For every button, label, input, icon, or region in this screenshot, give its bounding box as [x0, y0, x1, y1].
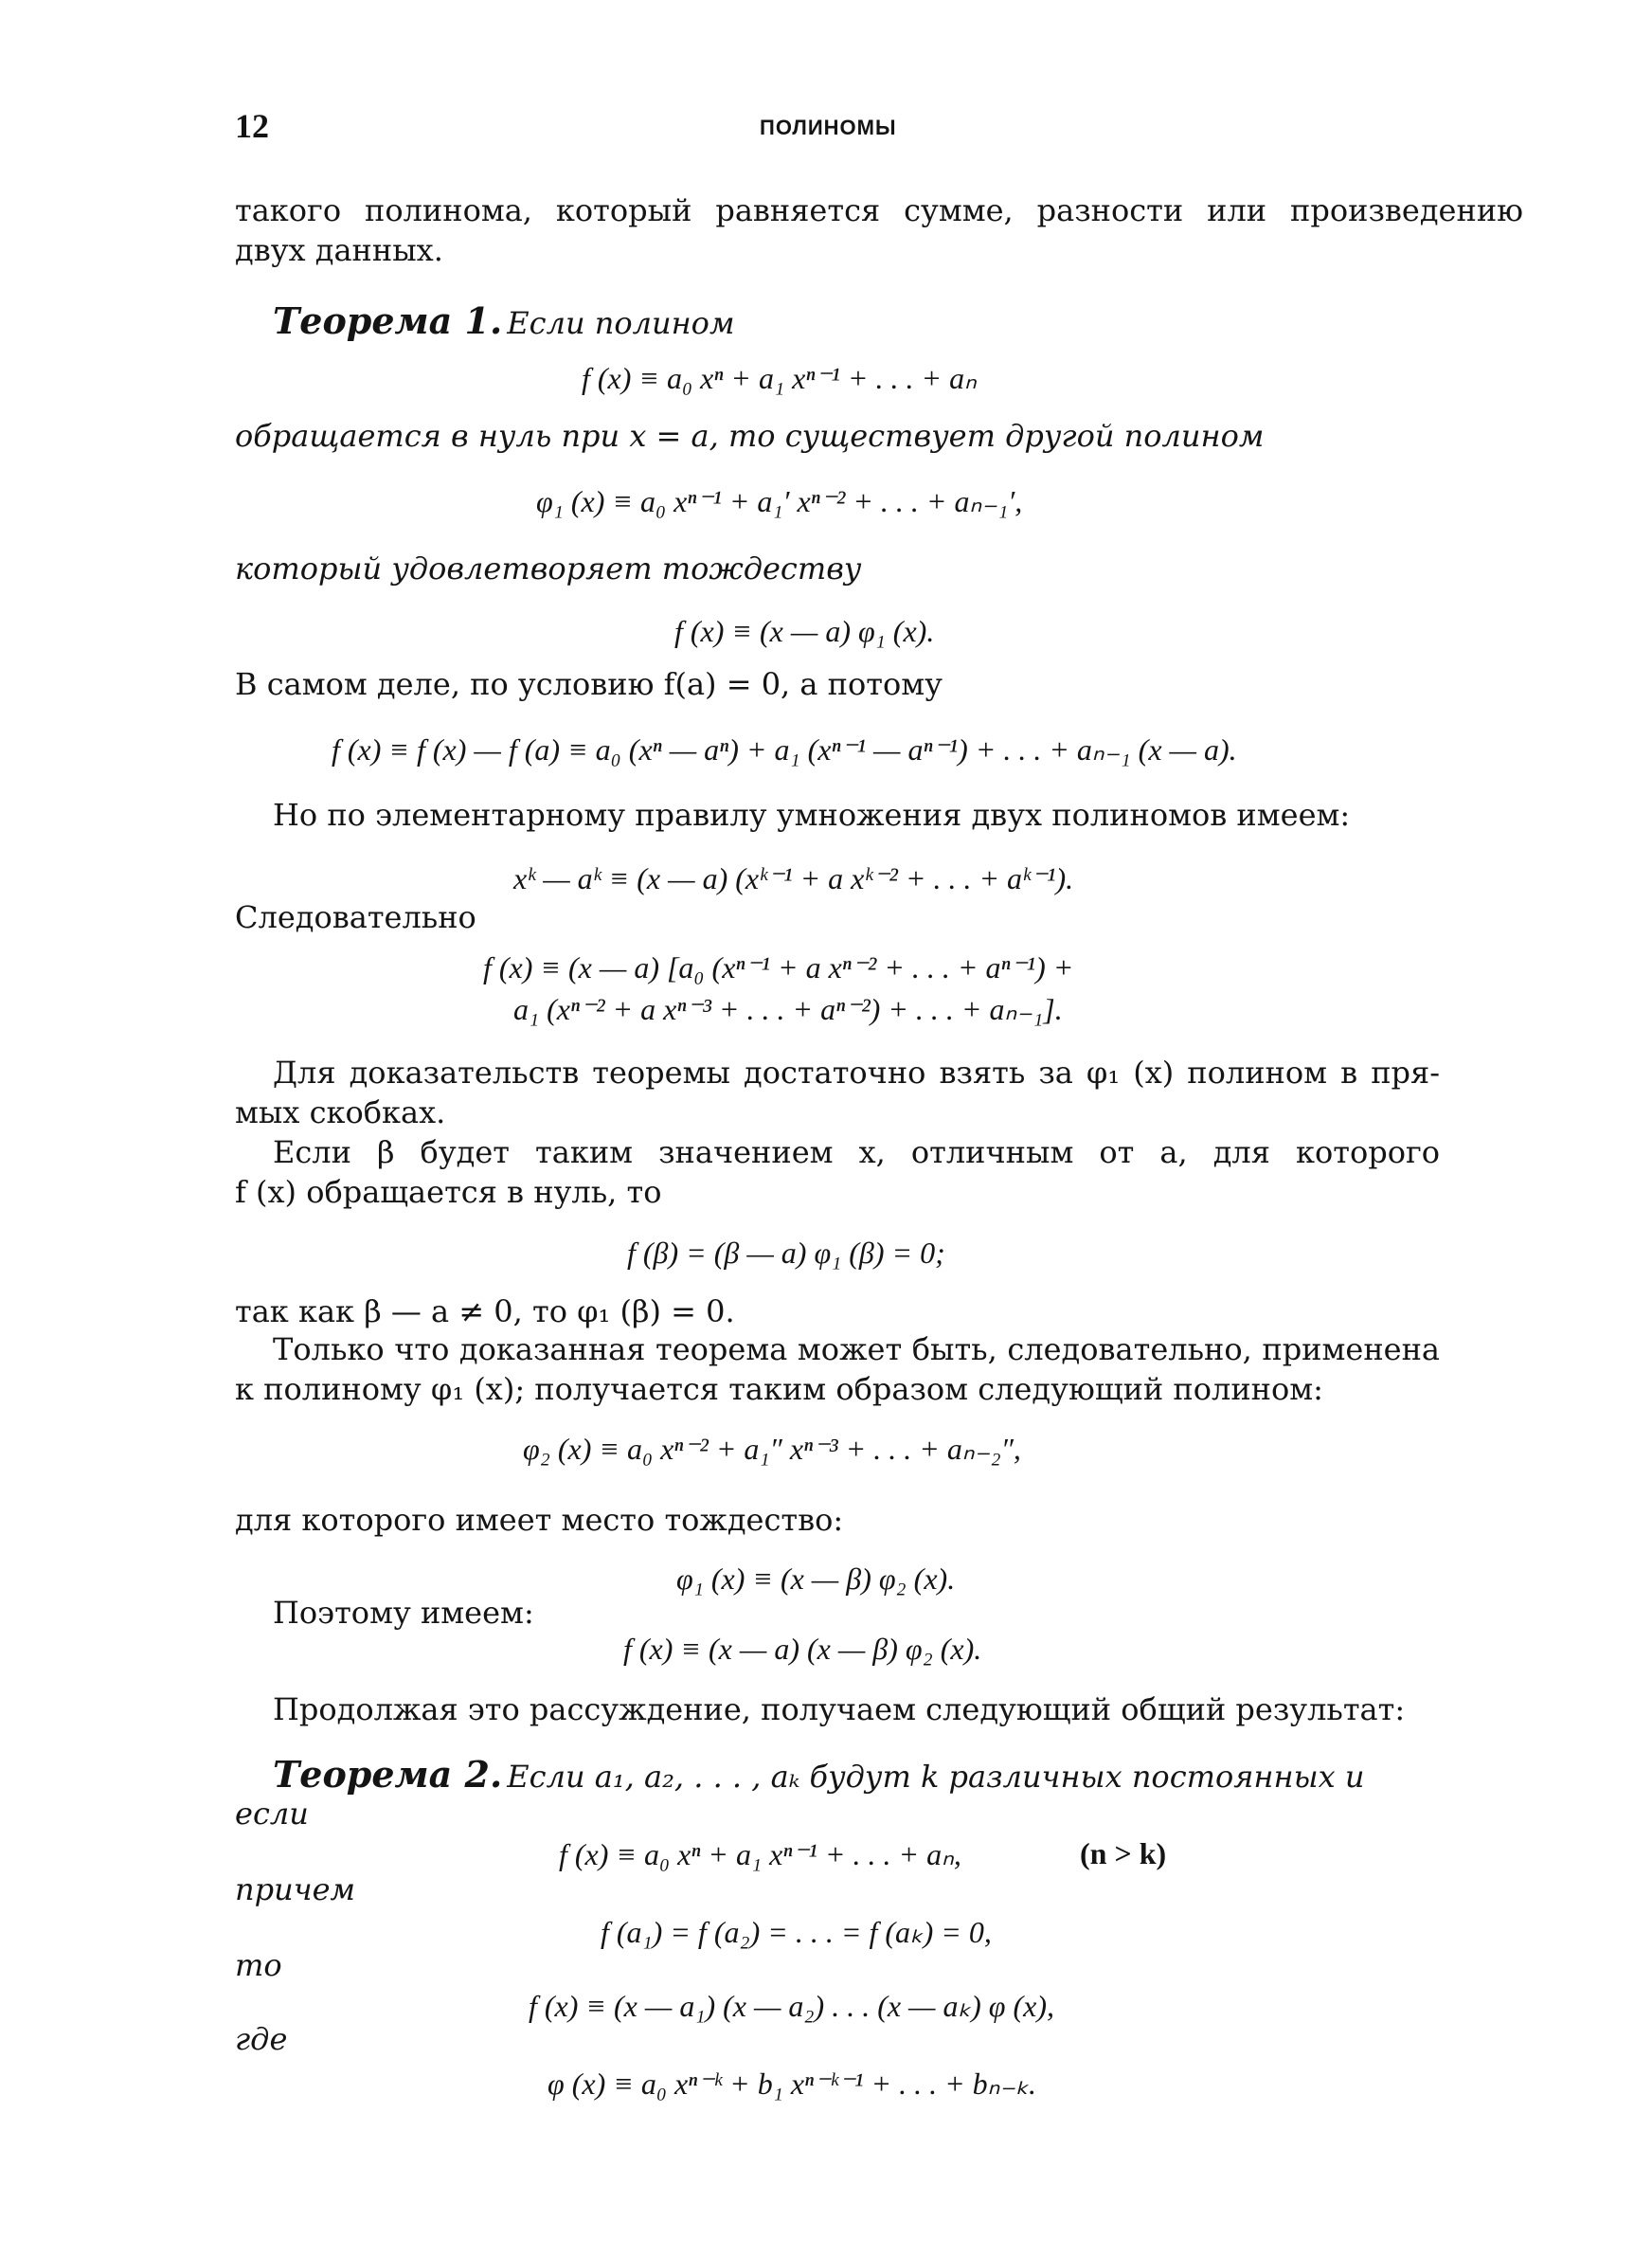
theorem-2-label: Теорема 2.	[273, 1753, 503, 1796]
formula-t1-identity: f (x) ≡ (x — a) φ₁ (x).	[674, 614, 935, 648]
formula-t2-factorization: f (x) ≡ (x — a₁) (x — a₂) . . . (x — aₖ) φ (x),	[529, 1989, 1054, 2023]
proof-line-4b: мых скобках.	[235, 1094, 446, 1130]
theorem-1-lead: Если полином	[507, 305, 735, 341]
formula-t1-f: f (x) ≡ a₀ xⁿ + a₁ xⁿ⁻¹ + . . . + aₙ	[582, 361, 977, 395]
proof-line-7a: Только что доказанная теорема может быть, следовательно, применена	[273, 1331, 1440, 1367]
page-number: 12	[235, 107, 269, 145]
theorem-2-word-if: если	[235, 1796, 309, 1832]
proof-line-1: В самом деле, по условию f(a) = 0, а потому	[235, 666, 943, 702]
theorem-2-statement	[273, 1753, 1364, 1796]
intro-line-1: такого полинома, который равняется сумме, разности или произведению	[235, 192, 1523, 228]
intro-line-2: двух данных.	[235, 232, 443, 268]
formula-proof-difference: f (x) ≡ f (x) — f (a) ≡ a₀ (xⁿ — aⁿ) + a₁ (xⁿ⁻¹ — aⁿ⁻¹) + . . . + aₙ₋₁ (x — a).	[332, 732, 1237, 767]
proof-line-6: так как β — a ≠ 0, то φ₁ (β) = 0.	[235, 1293, 735, 1329]
formula-t2-f: f (x) ≡ a₀ xⁿ + a₁ xⁿ⁻¹ + . . . + aₙ,	[559, 1837, 961, 1871]
running-title: ПОЛИНОМЫ	[760, 116, 897, 139]
proof-line-4a: Для доказательств теоремы достаточно взять за φ₁ (x) полином в пря-	[273, 1055, 1440, 1091]
proof-line-5a: Если β будет таким значением x, отличным от a, для которого	[273, 1134, 1440, 1170]
formula-expansion-line-2: a₁ (xⁿ⁻² + a xⁿ⁻³ + . . . + aⁿ⁻²) + . . . + aₙ₋₁].	[513, 992, 1063, 1026]
theorem-1-statement	[273, 299, 734, 342]
theorem-2-lead: Если a₁, a₂, . . . , aₖ будут k различных постоянных и	[507, 1759, 1365, 1795]
proof-line-3: Следовательно	[235, 899, 476, 935]
theorem-2-word-moreover: причем	[235, 1871, 356, 1907]
theorem-2-word-then: то	[235, 1947, 282, 1983]
proof-line-10: Продолжая это рассуждение, получаем следующий общий результат:	[273, 1691, 1406, 1727]
formula-expansion-line-1: f (x) ≡ (x — a) [a₀ (xⁿ⁻¹ + a xⁿ⁻² + . . . + aⁿ⁻¹) +	[483, 950, 1074, 984]
theorem-1-line-2: обращается в нуль при x = a, то существует другой полином	[235, 418, 1265, 454]
proof-line-5b: f (x) обращается в нуль, то	[235, 1174, 662, 1210]
theorem-1-line-3: который удовлетворяет тождеству	[235, 551, 862, 587]
formula-t2-condition: (n > k)	[1080, 1836, 1167, 1870]
proof-line-9: Поэтому имеем:	[273, 1595, 534, 1631]
proof-line-2: Но по элементарному правилу умножения двух полиномов имеем:	[273, 797, 1351, 833]
formula-t2-roots: f (a₁) = f (a₂) = . . . = f (aₖ) = 0,	[601, 1915, 992, 1949]
formula-f-two-roots: f (x) ≡ (x — a) (x — β) φ₂ (x).	[623, 1632, 982, 1666]
theorem-1-label: Теорема 1.	[273, 299, 503, 342]
formula-f-beta: f (β) = (β — a) φ₁ (β) = 0;	[627, 1236, 945, 1270]
proof-line-8: для которого имеет место тождество:	[235, 1502, 844, 1538]
proof-line-7b: к полиному φ₁ (x); получается таким образом следующий полином:	[235, 1371, 1323, 1407]
formula-phi1-identity: φ₁ (x) ≡ (x — β) φ₂ (x).	[676, 1562, 956, 1596]
formula-power-difference: xᵏ — aᵏ ≡ (x — a) (xᵏ⁻¹ + a xᵏ⁻² + . . . + aᵏ⁻¹).	[513, 861, 1074, 895]
formula-phi2: φ₂ (x) ≡ a₀ xⁿ⁻² + a₁″ xⁿ⁻³ + . . . + aₙ₋₂″,	[523, 1432, 1021, 1466]
theorem-2-word-where: где	[235, 2021, 288, 2057]
formula-t1-phi1: φ₁ (x) ≡ a₀ xⁿ⁻¹ + a₁′ xⁿ⁻² + . . . + aₙ₋₁′,	[536, 484, 1023, 518]
formula-t2-phi: φ (x) ≡ a₀ xⁿ⁻ᵏ + b₁ xⁿ⁻ᵏ⁻¹ + . . . + bₙ₋ₖ.	[548, 2067, 1036, 2101]
